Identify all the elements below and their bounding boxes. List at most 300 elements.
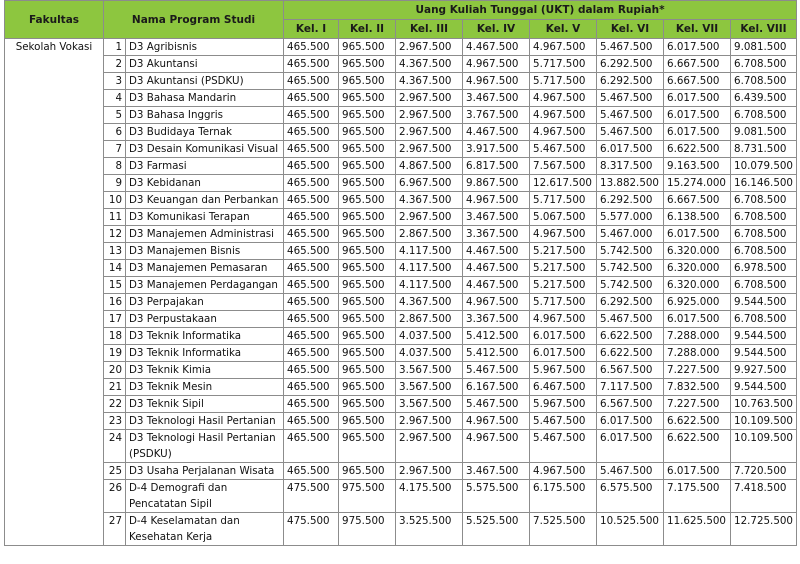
ukt-value-kel-7: 7.227.500	[664, 362, 731, 379]
ukt-value-kel-5: 6.175.500	[530, 480, 597, 513]
ukt-value-kel-5: 5.467.500	[530, 430, 597, 463]
ukt-value-kel-6: 5.467.500	[597, 463, 664, 480]
row-number: 27	[104, 513, 126, 546]
ukt-value-kel-4: 5.575.500	[463, 480, 530, 513]
ukt-value-kel-3: 4.367.500	[396, 192, 463, 209]
ukt-value-kel-7: 6.320.000	[664, 243, 731, 260]
ukt-value-kel-8: 6.708.500	[731, 209, 797, 226]
ukt-value-kel-1: 465.500	[284, 463, 339, 480]
ukt-value-kel-4: 4.467.500	[463, 243, 530, 260]
ukt-value-kel-6: 6.622.500	[597, 345, 664, 362]
ukt-value-kel-4: 9.867.500	[463, 175, 530, 192]
table-row	[5, 192, 797, 209]
ukt-value-kel-2: 975.500	[339, 480, 396, 513]
ukt-value-kel-6: 5.467.500	[597, 311, 664, 328]
program-name: D3 Kebidanan	[126, 175, 284, 192]
ukt-value-kel-6: 6.622.500	[597, 328, 664, 345]
ukt-value-kel-5: 6.017.500	[530, 328, 597, 345]
ukt-value-kel-1: 465.500	[284, 158, 339, 175]
ukt-value-kel-7: 6.017.500	[664, 124, 731, 141]
ukt-value-kel-2: 965.500	[339, 362, 396, 379]
row-number: 23	[104, 413, 126, 430]
ukt-value-kel-8: 6.439.500	[731, 90, 797, 107]
ukt-value-kel-6: 6.292.500	[597, 56, 664, 73]
ukt-value-kel-2: 965.500	[339, 294, 396, 311]
ukt-value-kel-3: 4.037.500	[396, 328, 463, 345]
ukt-value-kel-6: 5.742.500	[597, 243, 664, 260]
table-row	[5, 107, 797, 124]
ukt-value-kel-8: 6.708.500	[731, 311, 797, 328]
ukt-value-kel-8: 10.109.500	[731, 430, 797, 463]
ukt-value-kel-4: 4.467.500	[463, 277, 530, 294]
row-number: 1	[104, 39, 126, 56]
table-row	[5, 39, 797, 56]
ukt-value-kel-7: 7.288.000	[664, 328, 731, 345]
table-row	[5, 480, 797, 513]
row-number: 12	[104, 226, 126, 243]
row-number: 2	[104, 56, 126, 73]
ukt-value-kel-2: 965.500	[339, 243, 396, 260]
program-name: D3 Farmasi	[126, 158, 284, 175]
ukt-value-kel-2: 965.500	[339, 396, 396, 413]
row-number: 5	[104, 107, 126, 124]
ukt-table	[4, 0, 797, 546]
ukt-value-kel-1: 465.500	[284, 107, 339, 124]
ukt-value-kel-4: 4.967.500	[463, 413, 530, 430]
ukt-value-kel-1: 465.500	[284, 260, 339, 277]
table-row	[5, 226, 797, 243]
program-name: D3 Desain Komunikasi Visual	[126, 141, 284, 158]
ukt-value-kel-3: 2.967.500	[396, 90, 463, 107]
ukt-value-kel-1: 465.500	[284, 226, 339, 243]
ukt-value-kel-7: 7.175.500	[664, 480, 731, 513]
ukt-value-kel-6: 5.577.000	[597, 209, 664, 226]
ukt-value-kel-5: 4.967.500	[530, 107, 597, 124]
ukt-value-kel-5: 4.967.500	[530, 39, 597, 56]
ukt-value-kel-2: 965.500	[339, 430, 396, 463]
ukt-value-kel-8: 6.708.500	[731, 226, 797, 243]
ukt-value-kel-2: 975.500	[339, 513, 396, 546]
ukt-value-kel-2: 965.500	[339, 73, 396, 90]
program-name: D3 Manajemen Perdagangan	[126, 277, 284, 294]
ukt-value-kel-8: 6.708.500	[731, 56, 797, 73]
ukt-value-kel-8: 9.081.500	[731, 124, 797, 141]
ukt-value-kel-8: 10.079.500	[731, 158, 797, 175]
header-fakultas: Fakultas	[5, 1, 104, 39]
ukt-value-kel-5: 5.067.500	[530, 209, 597, 226]
row-number: 17	[104, 311, 126, 328]
ukt-value-kel-6: 6.292.500	[597, 192, 664, 209]
ukt-value-kel-6: 6.575.500	[597, 480, 664, 513]
program-name: D3 Komunikasi Terapan	[126, 209, 284, 226]
ukt-value-kel-1: 465.500	[284, 277, 339, 294]
ukt-value-kel-6: 6.292.500	[597, 73, 664, 90]
ukt-value-kel-6: 13.882.500	[597, 175, 664, 192]
ukt-value-kel-6: 5.467.500	[597, 39, 664, 56]
table-row	[5, 90, 797, 107]
ukt-value-kel-7: 6.320.000	[664, 260, 731, 277]
table-body	[5, 39, 797, 546]
ukt-value-kel-3: 4.117.500	[396, 243, 463, 260]
program-name: D3 Manajemen Pemasaran	[126, 260, 284, 277]
ukt-value-kel-5: 6.017.500	[530, 345, 597, 362]
ukt-value-kel-4: 5.412.500	[463, 328, 530, 345]
ukt-value-kel-5: 4.967.500	[530, 311, 597, 328]
ukt-value-kel-2: 965.500	[339, 311, 396, 328]
ukt-value-kel-3: 2.967.500	[396, 209, 463, 226]
ukt-value-kel-5: 5.217.500	[530, 277, 597, 294]
ukt-value-kel-8: 7.418.500	[731, 480, 797, 513]
ukt-value-kel-3: 4.175.500	[396, 480, 463, 513]
ukt-value-kel-8: 6.708.500	[731, 107, 797, 124]
ukt-value-kel-2: 965.500	[339, 379, 396, 396]
ukt-value-kel-5: 12.617.500	[530, 175, 597, 192]
ukt-value-kel-5: 5.467.500	[530, 141, 597, 158]
ukt-value-kel-8: 9.544.500	[731, 379, 797, 396]
ukt-value-kel-2: 965.500	[339, 209, 396, 226]
ukt-value-kel-6: 6.567.500	[597, 396, 664, 413]
ukt-value-kel-2: 965.500	[339, 413, 396, 430]
ukt-value-kel-2: 965.500	[339, 107, 396, 124]
row-number: 22	[104, 396, 126, 413]
ukt-value-kel-5: 5.217.500	[530, 260, 597, 277]
ukt-value-kel-3: 2.967.500	[396, 141, 463, 158]
ukt-value-kel-4: 3.367.500	[463, 311, 530, 328]
ukt-value-kel-7: 6.622.500	[664, 413, 731, 430]
ukt-value-kel-3: 4.037.500	[396, 345, 463, 362]
ukt-value-kel-1: 465.500	[284, 328, 339, 345]
table-header	[5, 1, 797, 39]
ukt-value-kel-3: 3.567.500	[396, 362, 463, 379]
ukt-value-kel-7: 7.227.500	[664, 396, 731, 413]
ukt-value-kel-4: 5.467.500	[463, 362, 530, 379]
table-row	[5, 56, 797, 73]
ukt-value-kel-3: 2.867.500	[396, 226, 463, 243]
ukt-value-kel-3: 6.967.500	[396, 175, 463, 192]
ukt-value-kel-4: 6.817.500	[463, 158, 530, 175]
row-number: 9	[104, 175, 126, 192]
ukt-value-kel-1: 465.500	[284, 413, 339, 430]
ukt-value-kel-7: 15.274.000	[664, 175, 731, 192]
header-ukt: Uang Kuliah Tunggal (UKT) dalam Rupiah*	[284, 1, 797, 20]
ukt-value-kel-5: 5.467.500	[530, 413, 597, 430]
ukt-value-kel-8: 9.544.500	[731, 294, 797, 311]
ukt-value-kel-4: 5.467.500	[463, 396, 530, 413]
ukt-value-kel-6: 6.292.500	[597, 294, 664, 311]
ukt-value-kel-5: 5.717.500	[530, 192, 597, 209]
ukt-value-kel-8: 6.708.500	[731, 243, 797, 260]
program-name: D3 Teknik Mesin	[126, 379, 284, 396]
ukt-value-kel-5: 4.967.500	[530, 124, 597, 141]
ukt-value-kel-2: 965.500	[339, 158, 396, 175]
program-name: D3 Perpustakaan	[126, 311, 284, 328]
header-kel-3: Kel. III	[396, 20, 463, 39]
ukt-value-kel-2: 965.500	[339, 260, 396, 277]
program-name: D3 Perpajakan	[126, 294, 284, 311]
program-name: D3 Agribisnis	[126, 39, 284, 56]
ukt-value-kel-1: 465.500	[284, 209, 339, 226]
program-name: D3 Keuangan dan Perbankan	[126, 192, 284, 209]
row-number: 21	[104, 379, 126, 396]
ukt-value-kel-6: 7.117.500	[597, 379, 664, 396]
table-row	[5, 413, 797, 430]
ukt-value-kel-7: 6.622.500	[664, 141, 731, 158]
ukt-value-kel-7: 6.622.500	[664, 430, 731, 463]
ukt-value-kel-1: 465.500	[284, 73, 339, 90]
header-kel-2: Kel. II	[339, 20, 396, 39]
ukt-value-kel-5: 4.967.500	[530, 226, 597, 243]
program-name: D3 Akuntansi (PSDKU)	[126, 73, 284, 90]
row-number: 3	[104, 73, 126, 90]
ukt-value-kel-7: 6.017.500	[664, 463, 731, 480]
ukt-value-kel-6: 6.017.500	[597, 430, 664, 463]
row-number: 16	[104, 294, 126, 311]
ukt-value-kel-8: 12.725.500	[731, 513, 797, 546]
ukt-value-kel-2: 965.500	[339, 192, 396, 209]
table-row	[5, 328, 797, 345]
ukt-value-kel-4: 3.467.500	[463, 90, 530, 107]
ukt-value-kel-1: 465.500	[284, 56, 339, 73]
ukt-value-kel-1: 465.500	[284, 362, 339, 379]
ukt-value-kel-6: 5.742.500	[597, 260, 664, 277]
header-kel-1: Kel. I	[284, 20, 339, 39]
ukt-value-kel-1: 465.500	[284, 379, 339, 396]
table-row	[5, 260, 797, 277]
table-row	[5, 463, 797, 480]
ukt-value-kel-7: 11.625.500	[664, 513, 731, 546]
row-number: 18	[104, 328, 126, 345]
ukt-value-kel-4: 5.525.500	[463, 513, 530, 546]
ukt-value-kel-8: 7.720.500	[731, 463, 797, 480]
ukt-value-kel-1: 475.500	[284, 480, 339, 513]
ukt-value-kel-6: 5.742.500	[597, 277, 664, 294]
ukt-value-kel-1: 465.500	[284, 124, 339, 141]
program-name: D3 Teknologi Hasil Pertanian	[126, 413, 284, 430]
ukt-value-kel-1: 465.500	[284, 243, 339, 260]
ukt-value-kel-5: 5.967.500	[530, 362, 597, 379]
ukt-value-kel-4: 4.467.500	[463, 39, 530, 56]
table-row	[5, 430, 797, 463]
ukt-value-kel-5: 5.967.500	[530, 396, 597, 413]
ukt-value-kel-5: 6.467.500	[530, 379, 597, 396]
ukt-value-kel-2: 965.500	[339, 345, 396, 362]
ukt-value-kel-4: 3.467.500	[463, 209, 530, 226]
ukt-value-kel-8: 9.544.500	[731, 328, 797, 345]
header-kel-6: Kel. VI	[597, 20, 664, 39]
program-name: D3 Budidaya Ternak	[126, 124, 284, 141]
program-name: D3 Teknik Informatika	[126, 328, 284, 345]
table-row	[5, 379, 797, 396]
ukt-value-kel-3: 3.567.500	[396, 396, 463, 413]
ukt-value-kel-1: 475.500	[284, 513, 339, 546]
ukt-value-kel-2: 965.500	[339, 328, 396, 345]
ukt-value-kel-4: 3.367.500	[463, 226, 530, 243]
program-name: D3 Teknologi Hasil Pertanian (PSDKU)	[126, 430, 284, 463]
ukt-value-kel-2: 965.500	[339, 56, 396, 73]
row-number: 13	[104, 243, 126, 260]
table-row	[5, 209, 797, 226]
ukt-value-kel-8: 10.763.500	[731, 396, 797, 413]
row-number: 4	[104, 90, 126, 107]
ukt-value-kel-1: 465.500	[284, 39, 339, 56]
ukt-value-kel-2: 965.500	[339, 90, 396, 107]
table-row	[5, 175, 797, 192]
ukt-value-kel-5: 4.967.500	[530, 90, 597, 107]
ukt-value-kel-8: 10.109.500	[731, 413, 797, 430]
ukt-value-kel-7: 6.925.000	[664, 294, 731, 311]
table-row	[5, 396, 797, 413]
ukt-value-kel-1: 465.500	[284, 175, 339, 192]
ukt-value-kel-1: 465.500	[284, 192, 339, 209]
ukt-value-kel-4: 4.967.500	[463, 294, 530, 311]
row-number: 7	[104, 141, 126, 158]
ukt-value-kel-5: 7.525.500	[530, 513, 597, 546]
row-number: 24	[104, 430, 126, 463]
ukt-value-kel-7: 7.288.000	[664, 345, 731, 362]
ukt-value-kel-6: 5.467.000	[597, 226, 664, 243]
ukt-value-kel-2: 965.500	[339, 124, 396, 141]
ukt-value-kel-1: 465.500	[284, 345, 339, 362]
ukt-value-kel-4: 4.967.500	[463, 192, 530, 209]
table-row	[5, 311, 797, 328]
ukt-value-kel-6: 10.525.500	[597, 513, 664, 546]
table-row	[5, 73, 797, 90]
ukt-value-kel-7: 6.017.500	[664, 311, 731, 328]
ukt-value-kel-8: 6.978.500	[731, 260, 797, 277]
ukt-value-kel-6: 6.567.500	[597, 362, 664, 379]
ukt-value-kel-8: 6.708.500	[731, 73, 797, 90]
ukt-value-kel-4: 4.967.500	[463, 56, 530, 73]
program-name: D-4 Keselamatan dan Kesehatan Kerja	[126, 513, 284, 546]
row-number: 6	[104, 124, 126, 141]
row-number: 19	[104, 345, 126, 362]
ukt-value-kel-8: 8.731.500	[731, 141, 797, 158]
row-number: 14	[104, 260, 126, 277]
ukt-value-kel-7: 6.017.500	[664, 226, 731, 243]
header-kel-8: Kel. VIII	[731, 20, 797, 39]
ukt-value-kel-3: 2.967.500	[396, 413, 463, 430]
ukt-value-kel-3: 3.525.500	[396, 513, 463, 546]
ukt-value-kel-6: 8.317.500	[597, 158, 664, 175]
ukt-value-kel-5: 5.217.500	[530, 243, 597, 260]
ukt-value-kel-4: 5.412.500	[463, 345, 530, 362]
ukt-value-kel-4: 6.167.500	[463, 379, 530, 396]
ukt-value-kel-1: 465.500	[284, 294, 339, 311]
ukt-value-kel-8: 16.146.500	[731, 175, 797, 192]
ukt-value-kel-8: 9.544.500	[731, 345, 797, 362]
ukt-value-kel-7: 6.017.500	[664, 39, 731, 56]
ukt-value-kel-8: 9.927.500	[731, 362, 797, 379]
ukt-value-kel-3: 2.867.500	[396, 311, 463, 328]
ukt-value-kel-7: 6.017.500	[664, 90, 731, 107]
header-kel-5: Kel. V	[530, 20, 597, 39]
row-number: 8	[104, 158, 126, 175]
ukt-value-kel-1: 465.500	[284, 141, 339, 158]
program-name: D3 Bahasa Inggris	[126, 107, 284, 124]
fakultas-cell: Sekolah Vokasi	[5, 39, 104, 546]
table-row	[5, 513, 797, 546]
ukt-value-kel-2: 965.500	[339, 39, 396, 56]
ukt-value-kel-4: 4.467.500	[463, 124, 530, 141]
ukt-value-kel-3: 4.367.500	[396, 294, 463, 311]
ukt-value-kel-3: 3.567.500	[396, 379, 463, 396]
ukt-value-kel-6: 6.017.500	[597, 413, 664, 430]
table-row	[5, 277, 797, 294]
ukt-value-kel-5: 5.717.500	[530, 73, 597, 90]
ukt-value-kel-8: 6.708.500	[731, 277, 797, 294]
program-name: D3 Teknik Kimia	[126, 362, 284, 379]
ukt-value-kel-1: 465.500	[284, 396, 339, 413]
ukt-value-kel-5: 4.967.500	[530, 463, 597, 480]
program-name: D3 Usaha Perjalanan Wisata	[126, 463, 284, 480]
ukt-value-kel-3: 4.117.500	[396, 260, 463, 277]
ukt-value-kel-6: 5.467.500	[597, 90, 664, 107]
ukt-value-kel-5: 5.717.500	[530, 56, 597, 73]
ukt-value-kel-6: 5.467.500	[597, 124, 664, 141]
ukt-value-kel-7: 6.320.000	[664, 277, 731, 294]
table-row	[5, 243, 797, 260]
ukt-value-kel-6: 6.017.500	[597, 141, 664, 158]
ukt-value-kel-2: 965.500	[339, 277, 396, 294]
ukt-value-kel-3: 2.967.500	[396, 463, 463, 480]
ukt-value-kel-2: 965.500	[339, 141, 396, 158]
ukt-value-kel-4: 3.917.500	[463, 141, 530, 158]
ukt-value-kel-1: 465.500	[284, 90, 339, 107]
program-name: D3 Bahasa Mandarin	[126, 90, 284, 107]
row-number: 25	[104, 463, 126, 480]
row-number: 26	[104, 480, 126, 513]
ukt-value-kel-7: 7.832.500	[664, 379, 731, 396]
row-number: 10	[104, 192, 126, 209]
ukt-value-kel-4: 4.967.500	[463, 430, 530, 463]
table-row	[5, 345, 797, 362]
ukt-value-kel-7: 6.138.500	[664, 209, 731, 226]
ukt-value-kel-3: 2.967.500	[396, 107, 463, 124]
program-name: D3 Teknik Sipil	[126, 396, 284, 413]
ukt-value-kel-6: 5.467.500	[597, 107, 664, 124]
ukt-value-kel-7: 6.667.500	[664, 73, 731, 90]
ukt-value-kel-5: 7.567.500	[530, 158, 597, 175]
row-number: 15	[104, 277, 126, 294]
ukt-value-kel-7: 6.667.500	[664, 192, 731, 209]
ukt-value-kel-3: 2.967.500	[396, 430, 463, 463]
ukt-value-kel-8: 6.708.500	[731, 192, 797, 209]
table-row	[5, 362, 797, 379]
ukt-value-kel-2: 965.500	[339, 463, 396, 480]
ukt-value-kel-3: 4.367.500	[396, 56, 463, 73]
ukt-value-kel-3: 2.967.500	[396, 124, 463, 141]
ukt-value-kel-3: 2.967.500	[396, 39, 463, 56]
program-name: D-4 Demografi dan Pencatatan Sipil	[126, 480, 284, 513]
program-name: D3 Akuntansi	[126, 56, 284, 73]
ukt-value-kel-5: 5.717.500	[530, 294, 597, 311]
ukt-value-kel-4: 3.767.500	[463, 107, 530, 124]
program-name: D3 Manajemen Bisnis	[126, 243, 284, 260]
ukt-value-kel-3: 4.367.500	[396, 73, 463, 90]
program-name: D3 Teknik Informatika	[126, 345, 284, 362]
program-name: D3 Manajemen Administrasi	[126, 226, 284, 243]
header-kel-4: Kel. IV	[463, 20, 530, 39]
row-number: 11	[104, 209, 126, 226]
ukt-value-kel-4: 3.467.500	[463, 463, 530, 480]
ukt-value-kel-2: 965.500	[339, 226, 396, 243]
ukt-value-kel-7: 6.667.500	[664, 56, 731, 73]
table-row	[5, 294, 797, 311]
header-program-studi: Nama Program Studi	[104, 1, 284, 39]
ukt-value-kel-3: 4.867.500	[396, 158, 463, 175]
ukt-value-kel-7: 6.017.500	[664, 107, 731, 124]
ukt-value-kel-3: 4.117.500	[396, 277, 463, 294]
